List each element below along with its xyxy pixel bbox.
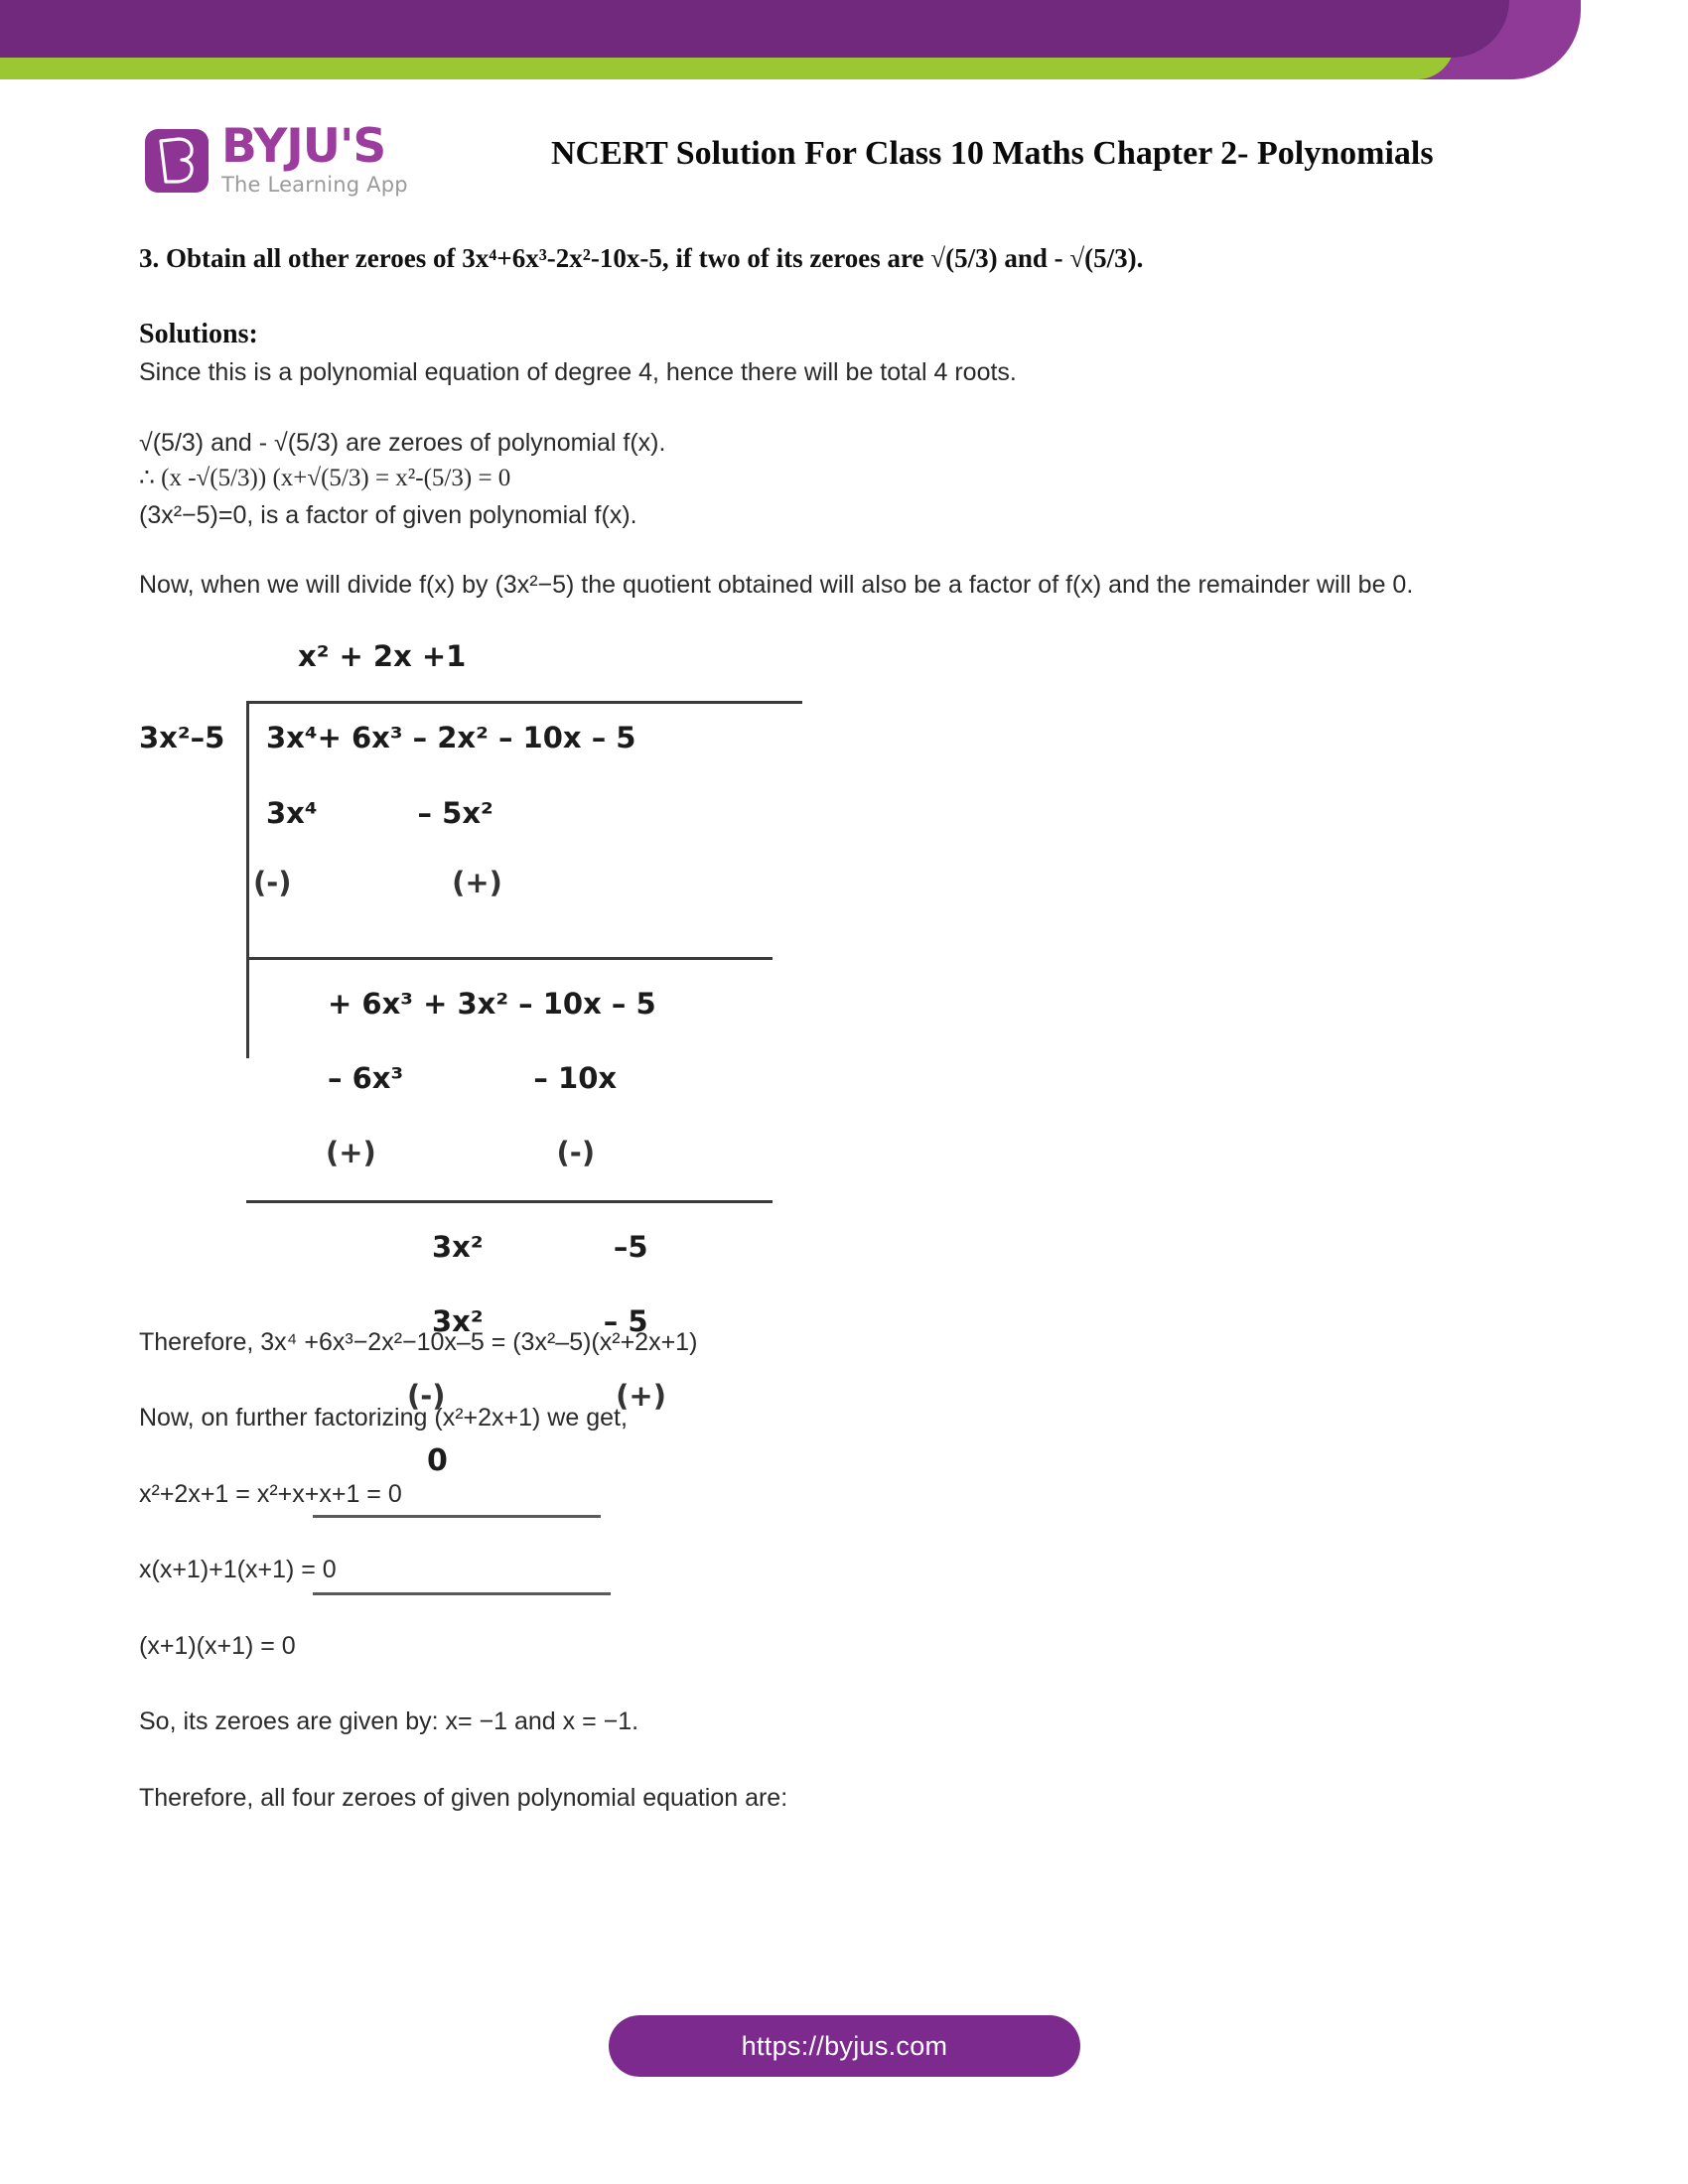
division-signs-1: (-) (+) (253, 865, 502, 899)
division-step-4: 3x² –5 (432, 1229, 648, 1264)
division-rule-bottom (313, 1592, 611, 1595)
factor-step-b: x(x+1)+1(x+1) = 0 (139, 1556, 337, 1583)
division-divisor: 3x²–5 (139, 720, 225, 754)
byjus-logo-text (221, 119, 408, 197)
division-signs-3: (-) (+) (407, 1378, 666, 1413)
division-rule-step1 (246, 957, 773, 960)
solution-intro: Since this is a polynomial equation of degree 4, hence there will be total 4 roots. (139, 358, 1017, 386)
divide-explanation: Now, when we will divide f(x) by (3x²−5) the quotient obtained will also be a factor of f(x) and the remainder will be 0. (139, 571, 1414, 599)
question-text: 3. Obtain all other zeroes of 3x⁴+6x³-2x²-10x-5, if two of its zeroes are √(5/3) and - √(5/3). (139, 243, 1144, 273)
document-body (139, 243, 1559, 1816)
factor-statement: (3x²−5)=0, is a factor of given polynomial f(x). (139, 500, 637, 529)
division-step-1: 3x⁴ – 5x² (266, 795, 493, 830)
division-step-5: 3x² – 5 (432, 1303, 648, 1338)
factor-step-a: x²+2x+1 = x²+x+x+1 = 0 (139, 1479, 402, 1508)
division-step-3: – 6x³ – 10x (328, 1060, 618, 1095)
division-rule-step3 (313, 1515, 601, 1518)
byjus-tagline: The Learning App (221, 172, 408, 197)
byjus-url-button[interactable] (609, 2015, 1080, 2077)
division-dividend: 3x⁴+ 6x³ – 2x² – 10x – 5 (266, 720, 636, 754)
division-signs-2: (+) (-) (326, 1135, 596, 1169)
division-step-2: + 6x³ + 3x² – 10x – 5 (328, 986, 656, 1021)
division-rule-step2 (246, 1200, 773, 1203)
banner-accent-dark-purple (0, 0, 1509, 58)
division-quotient: x² + 2x +1 (298, 638, 467, 673)
factor-equation: ∴ (x -√(5/3)) (x+√(5/3) = x²-(5/3) = 0 (139, 465, 511, 491)
byjus-wordmark: BYJU'S (221, 119, 386, 174)
byjus-logo-icon (145, 129, 209, 193)
letter-b-glyph-icon (155, 137, 199, 185)
page-title: NCERT Solution For Class 10 Maths Chapter 2- Polynomials (551, 135, 1434, 172)
final-statement: Therefore, all four zeroes of given polynomial equation are: (139, 1783, 788, 1812)
byjus-logo (145, 119, 408, 197)
solutions-heading: Solutions: (139, 319, 258, 349)
page-header (0, 107, 1688, 206)
factor-step-c: (x+1)(x+1) = 0 (139, 1631, 296, 1660)
zeroes-statement: √(5/3) and - √(5/3) are zeroes of polynomial f(x). (139, 428, 666, 457)
division-rule-top (246, 701, 802, 704)
division-remainder: 0 (427, 1442, 448, 1478)
top-banner (0, 0, 1688, 94)
zeroes-result: So, its zeroes are given by: x= −1 and x = −1. (139, 1707, 639, 1735)
byjus-url-label: https://byjus.com (741, 2030, 948, 2061)
conclusion-factorizing: Now, on further factorizing (x²+2x+1) we get, (139, 1404, 628, 1432)
division-vertical-bar (246, 701, 249, 1058)
conclusion-therefore: Therefore, 3x⁴ +6x³−2x²−10x–5 = (3x²–5)(x²+2x+1) (139, 1327, 698, 1356)
